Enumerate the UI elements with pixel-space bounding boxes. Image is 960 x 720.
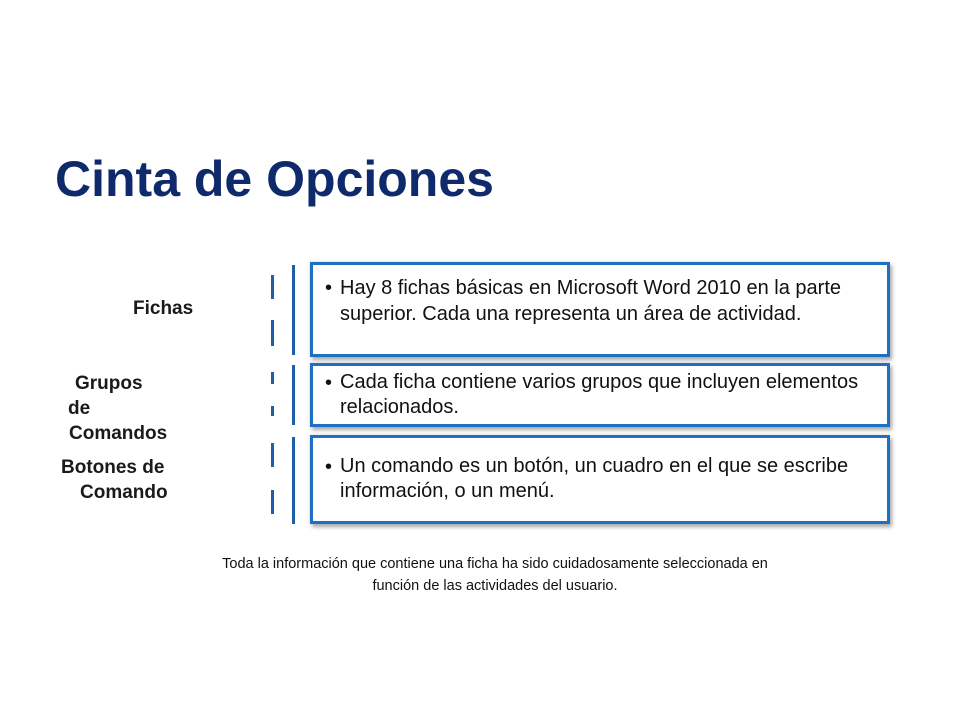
description-text: Un comando es un botón, un cuadro en el que se escribe información, o un menú.	[340, 455, 849, 502]
bullet: •	[325, 372, 333, 394]
row-label-fichas: Fichas	[133, 298, 194, 319]
description-box-grupos	[310, 363, 890, 427]
row-label-grupos-line2: de	[68, 398, 91, 419]
row-label-grupos-line3: Comandos	[69, 423, 168, 444]
connector-dash	[271, 406, 274, 416]
description-box-fichas	[310, 262, 890, 357]
connector-dash	[271, 490, 274, 514]
connector-dash	[271, 443, 274, 467]
connector-bar	[292, 365, 295, 425]
row-label-grupos-line1: Grupos	[75, 373, 143, 394]
connector-dash	[271, 320, 274, 346]
description-text: Cada ficha contiene varios grupos que incluyen elementos relacionados.	[340, 371, 859, 418]
description-box-botones	[310, 435, 890, 524]
connector-dash	[271, 372, 274, 384]
bullet: •	[325, 456, 333, 478]
description-text: Hay 8 fichas básicas en Microsoft Word 2010 en la parte superior. Cada una representa un área de actividad.	[340, 277, 841, 325]
bullet: •	[325, 277, 333, 299]
connector-bar	[292, 265, 295, 355]
row-label-botones-line1: Botones de	[61, 457, 165, 478]
slide-title: Cinta de Opciones	[55, 151, 494, 207]
connector-dash	[271, 275, 274, 299]
footnote: Toda la información que contiene una ficha ha sido cuidadosamente seleccionada en función de las actividades del usuario.	[222, 556, 768, 594]
row-label-botones-line2: Comando	[80, 482, 168, 503]
connector-bar	[292, 437, 295, 524]
